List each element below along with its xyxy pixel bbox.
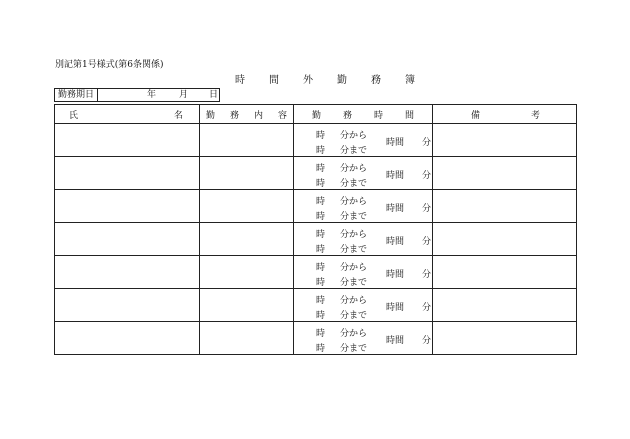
end-hour-unit: 時 <box>316 146 326 156</box>
work-content-cell[interactable] <box>200 289 294 322</box>
title-char: 簿 <box>405 75 415 86</box>
end-minute-unit: 分まで <box>340 311 368 321</box>
end-minute-unit: 分まで <box>340 278 368 288</box>
work-time-cell[interactable] <box>294 289 433 322</box>
end-hour-unit: 時 <box>316 311 326 321</box>
month-unit: 月 <box>179 90 189 100</box>
header-char: 考 <box>530 110 540 121</box>
start-hour-unit: 時 <box>316 164 326 174</box>
header-char: 勤 <box>312 110 322 121</box>
table-row <box>55 124 577 157</box>
work-time-cell[interactable] <box>294 190 433 223</box>
name-cell[interactable] <box>55 322 200 355</box>
work-time-cell[interactable] <box>294 223 433 256</box>
total-hours-unit: 時間 <box>386 204 405 214</box>
remarks-cell[interactable] <box>433 223 577 256</box>
total-hours-unit: 時間 <box>386 336 405 346</box>
header-char: 容 <box>277 110 287 121</box>
table-row <box>55 289 577 322</box>
table-row <box>55 223 577 256</box>
total-minutes-unit: 分 <box>422 270 432 280</box>
start-hour-unit: 時 <box>316 296 326 306</box>
total-hours-unit: 時間 <box>386 303 405 313</box>
work-content-cell[interactable] <box>200 157 294 190</box>
total-minutes-unit: 分 <box>422 138 432 148</box>
table-row <box>55 157 577 190</box>
name-cell[interactable] <box>55 124 200 157</box>
end-hour-unit: 時 <box>316 278 326 288</box>
total-minutes-unit: 分 <box>422 204 432 214</box>
end-minute-unit: 分まで <box>340 245 368 255</box>
title-char: 外 <box>303 75 313 86</box>
start-hour-unit: 時 <box>316 329 326 339</box>
header-char: 務 <box>229 110 239 121</box>
header-name <box>55 105 200 124</box>
total-minutes-unit: 分 <box>422 303 432 313</box>
total-minutes-unit: 分 <box>422 336 432 346</box>
name-cell[interactable] <box>55 289 200 322</box>
header-char: 務 <box>342 110 352 121</box>
total-hours-unit: 時間 <box>386 171 405 181</box>
remarks-cell[interactable] <box>433 289 577 322</box>
day-unit: 日 <box>209 90 219 100</box>
work-content-cell[interactable] <box>200 256 294 289</box>
total-hours-unit: 時間 <box>386 237 405 247</box>
header-char: 勤 <box>206 110 216 121</box>
work-date-label: 勤務期日 <box>55 89 98 101</box>
header-work-time <box>294 105 433 124</box>
name-cell[interactable] <box>55 256 200 289</box>
start-hour-unit: 時 <box>316 131 326 141</box>
header-remarks <box>433 105 577 124</box>
start-minute-unit: 分から <box>340 131 368 141</box>
work-time-cell[interactable] <box>294 322 433 355</box>
total-hours-unit: 時間 <box>386 270 405 280</box>
end-minute-unit: 分まで <box>340 179 368 189</box>
table-row <box>55 256 577 289</box>
header-char: 氏 <box>69 110 79 121</box>
start-minute-unit: 分から <box>340 329 368 339</box>
work-date-field[interactable] <box>54 88 220 102</box>
header-char: 間 <box>404 110 414 121</box>
end-hour-unit: 時 <box>316 212 326 222</box>
remarks-cell[interactable] <box>433 322 577 355</box>
overtime-table <box>54 104 577 355</box>
header-char: 時 <box>373 110 383 121</box>
header-char: 名 <box>173 110 183 121</box>
document-title <box>235 71 415 86</box>
end-minute-unit: 分まで <box>340 212 368 222</box>
start-minute-unit: 分から <box>340 230 368 240</box>
form-number-label: 別記第1号様式(第6条関係) <box>55 60 164 70</box>
work-time-cell[interactable] <box>294 256 433 289</box>
start-hour-unit: 時 <box>316 230 326 240</box>
total-minutes-unit: 分 <box>422 171 432 181</box>
end-hour-unit: 時 <box>316 245 326 255</box>
end-minute-unit: 分まで <box>340 146 368 156</box>
year-unit: 年 <box>147 90 157 100</box>
name-cell[interactable] <box>55 223 200 256</box>
title-char: 勤 <box>337 75 347 86</box>
table-row <box>55 190 577 223</box>
work-content-cell[interactable] <box>200 223 294 256</box>
title-char: 務 <box>371 75 381 86</box>
table-header-row <box>55 105 577 124</box>
start-minute-unit: 分から <box>340 164 368 174</box>
name-cell[interactable] <box>55 190 200 223</box>
header-char: 備 <box>471 110 481 121</box>
work-content-cell[interactable] <box>200 124 294 157</box>
total-hours-unit: 時間 <box>386 138 405 148</box>
start-minute-unit: 分から <box>340 263 368 273</box>
work-content-cell[interactable] <box>200 190 294 223</box>
start-minute-unit: 分から <box>340 197 368 207</box>
work-time-cell[interactable] <box>294 124 433 157</box>
total-minutes-unit: 分 <box>422 237 432 247</box>
header-work-content <box>200 105 294 124</box>
table-row <box>55 322 577 355</box>
work-content-cell[interactable] <box>200 322 294 355</box>
start-hour-unit: 時 <box>316 263 326 273</box>
header-char: 内 <box>253 110 263 121</box>
end-hour-unit: 時 <box>316 344 326 354</box>
remarks-cell[interactable] <box>433 190 577 223</box>
title-char: 間 <box>269 75 279 86</box>
start-minute-unit: 分から <box>340 296 368 306</box>
end-hour-unit: 時 <box>316 179 326 189</box>
remarks-cell[interactable] <box>433 124 577 157</box>
work-time-cell[interactable] <box>294 157 433 190</box>
end-minute-unit: 分まで <box>340 344 368 354</box>
name-cell[interactable] <box>55 157 200 190</box>
remarks-cell[interactable] <box>433 157 577 190</box>
start-hour-unit: 時 <box>316 197 326 207</box>
remarks-cell[interactable] <box>433 256 577 289</box>
title-char: 時 <box>235 75 245 86</box>
